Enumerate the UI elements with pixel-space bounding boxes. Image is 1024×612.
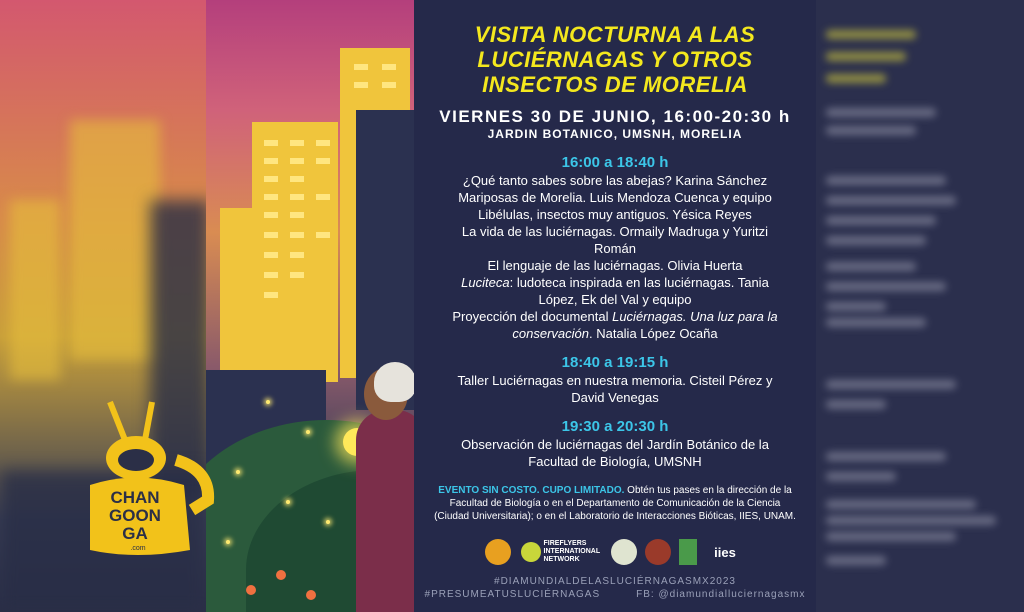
activity: Libélulas, insectos muy antiguos. Yésica Reyes <box>478 207 752 222</box>
sponsor-logo <box>485 539 511 565</box>
activity: Mariposas de Morelia. Luis Mendoza Cuenca y equipo <box>458 190 772 205</box>
hashtag: #DIAMUNDIALDELASLUCIÉRNAGASMX2023 <box>494 576 736 587</box>
hashtags <box>414 575 816 601</box>
activity: La vida de las luciérnagas. Ormaily Madruga y Yuritzi <box>461 224 769 239</box>
title-line: INSECTOS DE MORELIA <box>482 72 748 97</box>
woman-hair <box>374 362 414 402</box>
activity: López, Ek del Val y equipo <box>538 292 692 307</box>
event-venue: JARDIN BOTANICO, UMSNH, MORELIA <box>487 127 743 141</box>
illustration-panel <box>206 0 414 612</box>
sponsor-logos <box>414 537 816 567</box>
schedule-slot-3 <box>414 418 816 470</box>
activity: conservación. Natalia López Ocaña <box>512 326 718 341</box>
notice-text: (Ciudad Universitaria); o en el Laboratorio de Interacciones Bióticas, IIES, UNAM. <box>434 511 796 522</box>
activity: David Venegas <box>571 390 659 405</box>
activity: El lenguaje de las luciérnagas. Olivia Huerta <box>487 258 743 273</box>
logo-text-2: GOON <box>109 506 161 525</box>
activity: Román <box>594 241 636 256</box>
activity: Proyección del documental Luciérnagas. Una luz para la <box>452 309 778 324</box>
activity: Taller Luciérnagas en nuestra memoria. Cisteil Pérez y <box>457 373 773 388</box>
slot-time: 18:40 a 19:15 h <box>561 354 669 371</box>
schedule-slot-1 <box>414 154 816 342</box>
registration-notice <box>414 484 816 523</box>
title-line: LUCIÉRNAGAS Y OTROS <box>477 47 753 72</box>
sponsor-logo <box>611 539 637 565</box>
building <box>220 208 254 388</box>
sponsor-logo <box>679 539 697 565</box>
event-title <box>414 22 816 97</box>
iies-logo: iies <box>714 544 736 560</box>
logo-text-3: GA <box>122 524 148 543</box>
blurred-background-right <box>816 0 1024 612</box>
slot-time: 16:00 a 18:40 h <box>561 154 669 171</box>
activity: ¿Qué tanto sabes sobre las abejas? Karina Sánchez <box>462 173 768 188</box>
notice-text: Obtén tus pases en la dirección de la <box>624 485 792 496</box>
fireflyers-logo: FIREFLYERS INTERNATIONAL NETWORK <box>519 539 603 565</box>
title-line: VISITA NOCTURNA A LAS <box>474 22 756 47</box>
activity: Luciteca: ludoteca inspirada en las luciérnagas. Tania <box>461 275 769 290</box>
schedule-slot-2 <box>414 354 816 406</box>
event-date: VIERNES 30 DE JUNIO, 16:00-20:30 h <box>439 107 791 126</box>
changoonga-logo <box>80 400 220 570</box>
umsnh-seal <box>645 539 671 565</box>
facebook-handle: FB: @diamundialluciernagasmx <box>636 589 806 600</box>
notice-text: Facultad de Biología o en el Departamento de Comunicación de la Ciencia <box>449 498 781 509</box>
logo-text-1: CHAN <box>110 488 160 507</box>
woman-figure <box>356 410 414 612</box>
activity: Observación de luciérnagas del Jardín Botánico de la <box>461 437 769 452</box>
event-info-panel <box>414 0 816 612</box>
hashtag: #PRESUMEATUSLUCIÉRNAGAS <box>424 589 601 600</box>
activity: Facultad de Biología, UMSNH <box>528 454 702 469</box>
notice-highlight: EVENTO SIN COSTO. CUPO LIMITADO. <box>438 485 625 496</box>
logo-text-dotcom: .com <box>130 545 146 552</box>
slot-time: 19:30 a 20:30 h <box>561 418 669 435</box>
